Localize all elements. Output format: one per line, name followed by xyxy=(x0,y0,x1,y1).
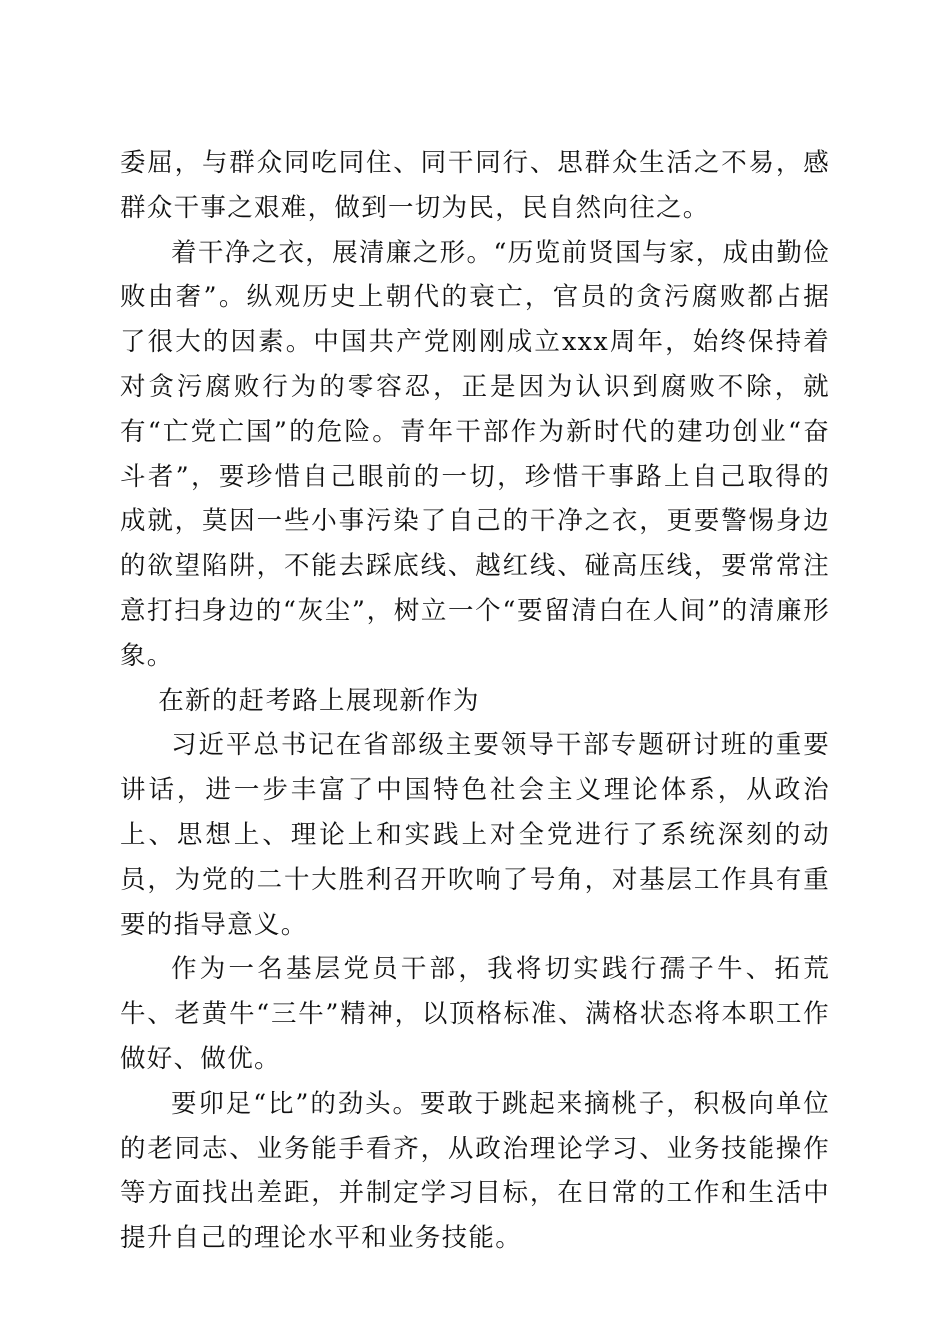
paragraph-integrity: 着干净之衣，展清廉之形。“历览前贤国与家，成由勤俭败由奢”。纵观历史上朝代的衰亡，官员的贪污腐败都占据了很大的因素。中国共产党刚刚成立xxx周年，始终保持着对贪污腐败行为的零容忍，正是因为认识到腐败不除，就有“亡党亡国”的危险。青年干部作为新时代的建功创业“奋斗者”，要珍惜自己眼前的一切，珍惜干事路上自己取得的成就，莫因一些小事污染了自己的干净之衣，更要警惕身边的欲望陷阱，不能去踩底线、越红线、碰高压线，要常常注意打扫身边的“灰尘”，树立一个“要留清白在人间”的清廉形象。 xyxy=(120,237,830,671)
paragraph-continued: 委屈，与群众同吃同住、同干同行、思群众生活之不易，感群众干事之艰难，做到一切为民，民自然向往之。 xyxy=(120,148,830,223)
section-heading: 在新的赶考路上展现新作为 xyxy=(158,685,480,716)
paragraph-compare: 要卯足“比”的劲头。要敢于跳起来摘桃子，积极向单位的老同志、业务能手看齐，从政治理论学习、业务技能操作等方面找出差距，并制定学习目标，在日常的工作和生活中提升自己的理论水平和业务技能。 xyxy=(120,1088,830,1254)
document-body xyxy=(120,141,830,1261)
paragraph-three-oxen: 作为一名基层党员干部，我将切实践行孺子牛、拓荒牛、老黄牛“三牛”精神，以顶格标准、满格状态将本职工作做好、做优。 xyxy=(120,954,830,1074)
paragraph-speech: 习近平总书记在省部级主要领导干部专题研讨班的重要讲话，进一步丰富了中国特色社会主义理论体系，从政治上、思想上、理论上和实践上对全党进行了系统深刻的动员，为党的二十大胜利召开吹响了号角，对基层工作具有重要的指导意义。 xyxy=(120,730,830,940)
